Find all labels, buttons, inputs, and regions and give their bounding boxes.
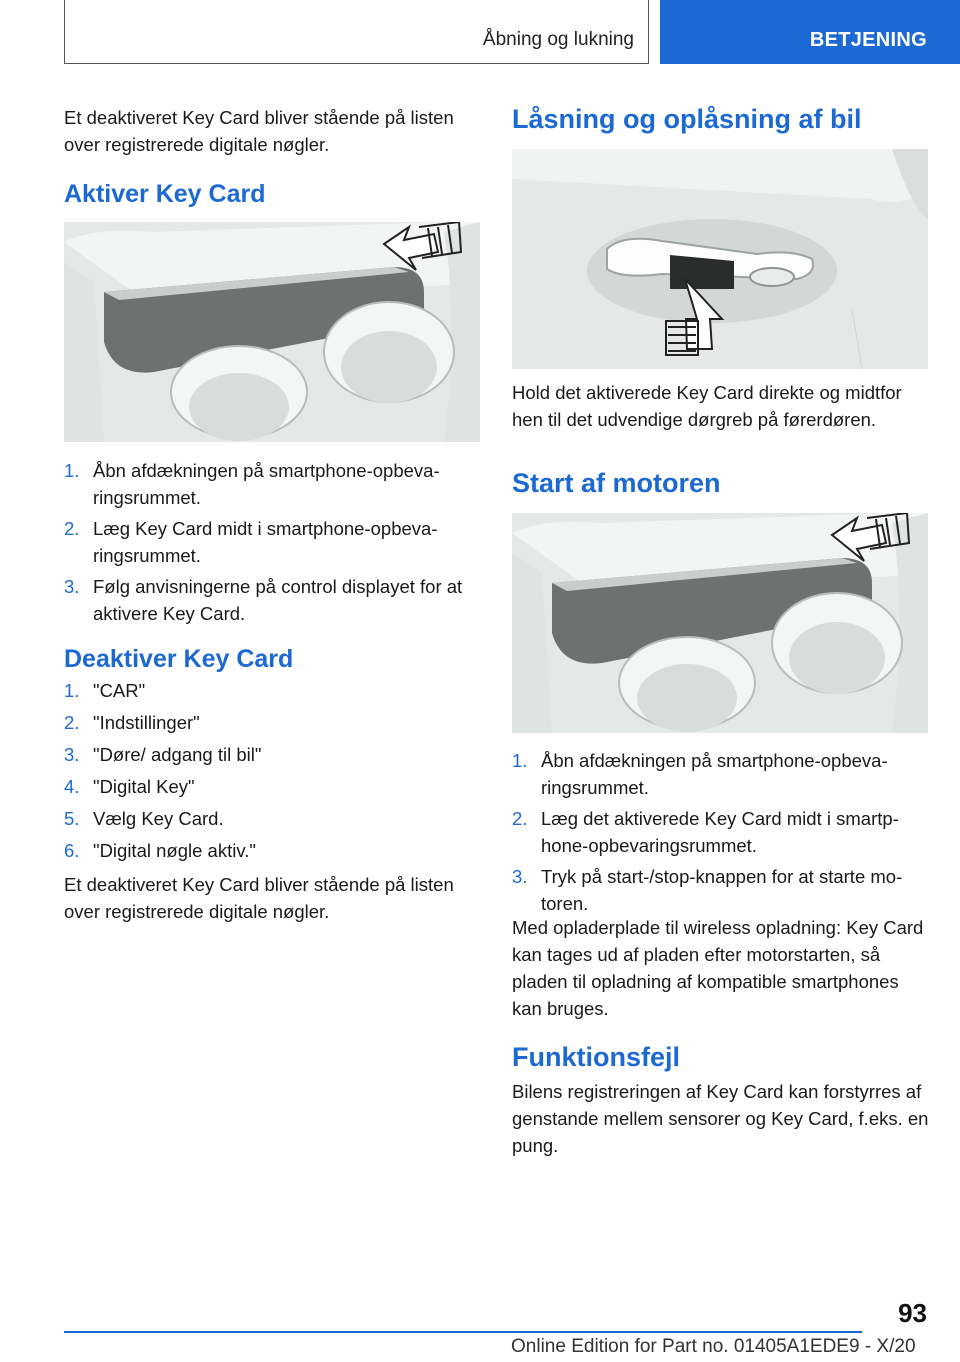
console-storage-image [64,222,480,442]
step-number: 3. [512,866,528,887]
step-number: 1. [512,750,528,771]
list-item [64,573,482,627]
deactivate-steps-list [64,677,482,864]
step-number: 3. [64,744,80,765]
step-number: 5. [64,808,80,829]
step-text: Åbn afdækningen på smartphone-opbevaringsrummet. [541,750,888,798]
list-item [64,805,482,832]
list-item [512,805,930,859]
list-item [512,747,930,801]
footer-divider [64,1331,862,1333]
start-heading: Start af motoren [512,468,721,498]
list-item [512,863,930,917]
step-number: 4. [64,776,80,797]
step-number: 3. [64,576,80,597]
step-number: 2. [64,518,80,539]
list-item [64,677,482,704]
console-storage-image-2 [512,513,928,733]
step-text: "Digital Key" [93,776,195,797]
step-text: "Indstillinger" [93,712,200,733]
header-section-box [64,0,649,64]
malfunction-paragraph: Bilens registreringen af Key Card kan forstyrres af genstande mellem sensorer og Key Card, f.eks. en pung. [512,1081,929,1156]
step-text: Vælg Key Card. [93,808,224,829]
deactivate-heading: Deaktiver Key Card [64,645,294,673]
outro-paragraph: Et deaktiveret Key Card bliver stående på listen over registrerede digitale nøgler. [64,874,454,922]
step-number: 1. [64,460,80,481]
step-text: Læg det aktiverede Key Card midt i smartphone-opbevaringsrummet. [541,808,899,856]
list-item [64,837,482,864]
activate-heading: Aktiver Key Card [64,180,266,208]
chapter-tab-label: BETJENING [809,29,927,51]
step-number: 2. [512,808,528,829]
list-item [64,515,482,569]
door-handle-image [512,149,928,369]
step-text: Følg anvisningerne på control displayet for at aktivere Key Card. [93,576,463,624]
step-text: Læg Key Card midt i smartphone-opbevaringsrummet. [93,518,438,566]
list-item [64,773,482,800]
chapter-tab [660,0,960,64]
list-item [64,741,482,768]
step-number: 1. [64,680,80,701]
step-text: "Digital nøgle aktiv." [93,840,256,861]
footer-edition: Online Edition for Part no. 01405A1EDE9 - X/20 [511,1336,916,1357]
section-title: Åbning og lukning [482,29,634,50]
activate-steps-list [64,457,482,627]
start-steps-list [512,747,930,917]
page-number: 93 [898,1298,927,1328]
step-text: Åbn afdækningen på smartphone-opbevaringsrummet. [93,460,440,508]
malfunction-heading: Funktionsfejl [512,1042,680,1072]
step-text: "Døre/ adgang til bil" [93,744,262,765]
step-text: "CAR" [93,680,146,701]
charger-paragraph: Med opladerplade til wireless opladning: Key Card kan tages ud af pladen efter motorstarten, så pladen til opladning af kompatible smartphones kan bruges. [512,917,924,1019]
step-number: 2. [64,712,80,733]
intro-paragraph: Et deaktiveret Key Card bliver stående på listen over registrerede digitale nøgler. [64,107,454,155]
step-text: Tryk på start-/stop-knappen for at starte motoren. [541,866,903,914]
step-number: 6. [64,840,80,861]
lock-heading: Låsning og oplåsning af bil [512,104,862,134]
list-item [64,457,482,511]
lock-paragraph: Hold det aktiverede Key Card direkte og midtfor hen til det udvendige dørgreb på førerdøren. [512,382,902,430]
list-item [64,709,482,736]
